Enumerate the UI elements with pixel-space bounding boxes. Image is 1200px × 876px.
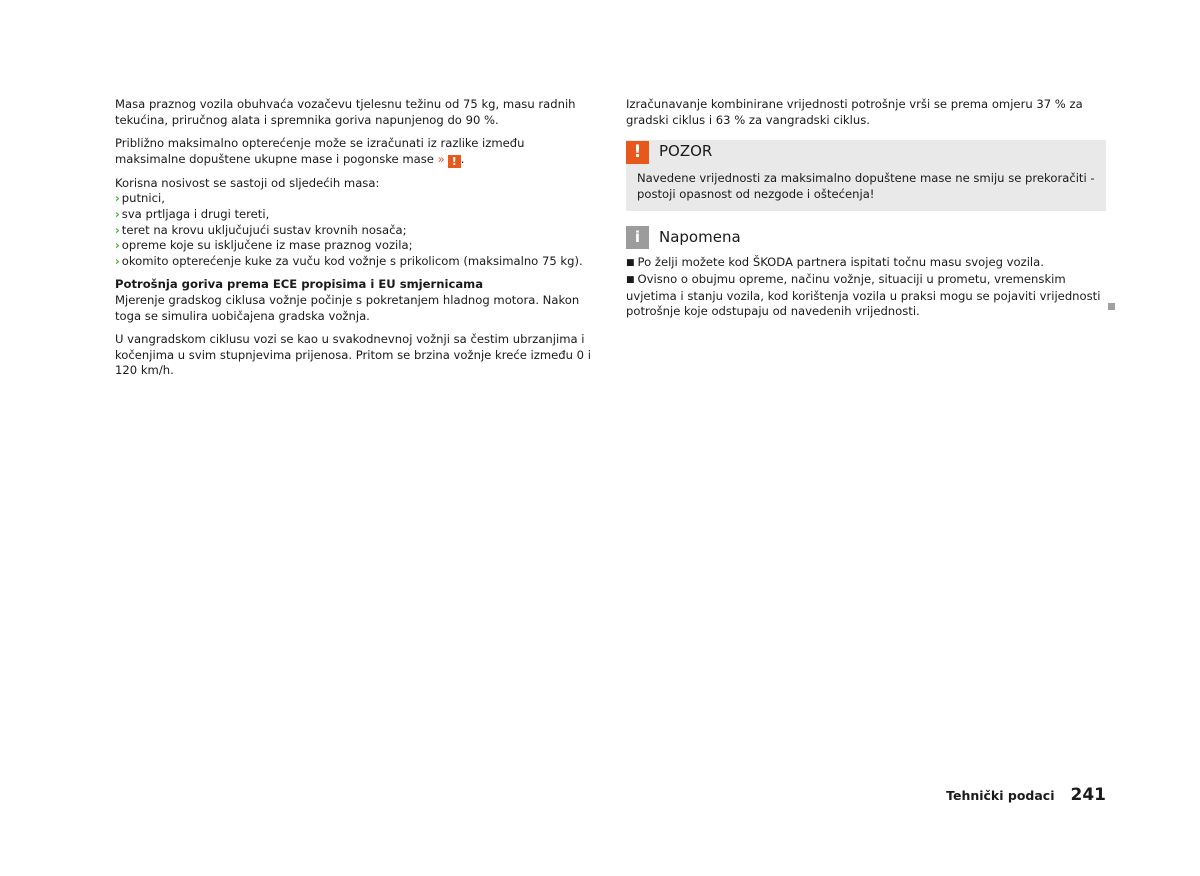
note-item-text: Ovisno o obujmu opreme, načinu vožnje, situaciji u prometu, vremenskim uvjetima i stanju vozila, kod korištenja vozila u praksi mogu se pojaviti vrijednosti potrošnje koje odstupaju od navedenih vrijednosti. [626, 271, 1101, 319]
paragraph-max-load [115, 136, 595, 168]
fuel-consumption-heading: Potrošnja goriva prema ECE propisima i EU smjernicama [115, 277, 484, 292]
list-item-text: okomito opterećenje kuke za vuču kod vožnje s prikolicom (maksimalno 75 kg). [121, 253, 583, 268]
list-item [115, 207, 595, 223]
max-load-text: Približno maksimalno opterećenje može se izračunati iz razlike između maksimalne dopuštene ukupne mase i pogonske mase [115, 136, 525, 166]
list-item [115, 254, 595, 270]
list-item-text: teret na krovu uključujući sustav krovnih nosača; [121, 222, 407, 237]
warning-icon: ! [626, 141, 649, 164]
paragraph-fuel-consumption [115, 277, 595, 324]
list-arrow-icon: › [115, 253, 120, 268]
warning-header [626, 140, 1106, 164]
warning-title: POZOR [659, 142, 713, 161]
list-item [115, 191, 595, 207]
max-load-end: . [460, 151, 465, 166]
note-title: Napomena [659, 227, 741, 246]
list-arrow-icon: › [115, 191, 120, 206]
info-icon: i [626, 226, 649, 249]
warning-text: Navedene vrijednosti za maksimalno dopuštene mase ne smiju se prekoračiti - postoji opasnost od nezgode i oštećenja! [637, 171, 1095, 201]
list-item [115, 223, 595, 239]
footer-section-title: Tehnički podaci [946, 788, 1055, 803]
list-item [115, 238, 595, 254]
note-item-text: Po želji možete kod ŠKODA partnera ispitati točnu masu svojeg vozila. [637, 255, 1044, 270]
note-section [626, 225, 1106, 319]
list-item-text: opreme koje su isključene iz mase praznog vozila; [121, 238, 413, 253]
payload-intro: Korisna nosivost se sastoji od sljedećih masa: [115, 175, 380, 190]
paragraph-combined-consumption: Izračunavanje kombinirane vrijednosti potrošnje vrši se prema omjeru 37 % za gradski ciklus i 63 % za vangradski ciklus. [626, 97, 1083, 127]
warning-reference-icon[interactable]: ! [448, 155, 461, 168]
paragraph-payload [115, 176, 595, 270]
right-column [626, 97, 1106, 320]
bullet-icon: ■ [626, 274, 635, 285]
paragraph-extra-urban-cycle: U vangradskom ciklusu vozi se kao u svakodnevnoj vožnji sa čestim ubrzanjima i kočenjima u svim stupnjevima prijenosa. Pritom se brzina vožnje kreće između 0 i 120 km/h. [115, 332, 591, 378]
urban-cycle-text: Mjerenje gradskog ciklusa vožnje počinje s pokretanjem hladnog motora. Nakon toga se simulira uobičajena gradska vožnja. [115, 292, 580, 323]
list-item-text: putnici, [121, 191, 165, 206]
paragraph-empty-vehicle-mass: Masa praznog vozila obuhvaća vozačevu tjelesnu težinu od 75 kg, masu radnih tekućina, priručnog alata i spremnika goriva napunjenog do 90 %. [115, 97, 576, 127]
list-arrow-icon: › [115, 222, 120, 237]
section-end-mark-icon [1108, 303, 1115, 310]
page-number: 241 [1070, 785, 1106, 805]
list-arrow-icon: › [115, 206, 120, 221]
warning-box [626, 140, 1106, 211]
note-item [626, 255, 1106, 272]
note-header [626, 225, 1106, 249]
list-item-text: sva prtljaga i drugi tereti, [121, 206, 270, 221]
note-item [626, 272, 1106, 320]
list-arrow-icon: › [115, 238, 120, 253]
cross-reference-link[interactable]: » [437, 151, 445, 166]
page-footer [946, 785, 1106, 805]
bullet-icon: ■ [626, 258, 635, 269]
left-column [115, 97, 595, 387]
